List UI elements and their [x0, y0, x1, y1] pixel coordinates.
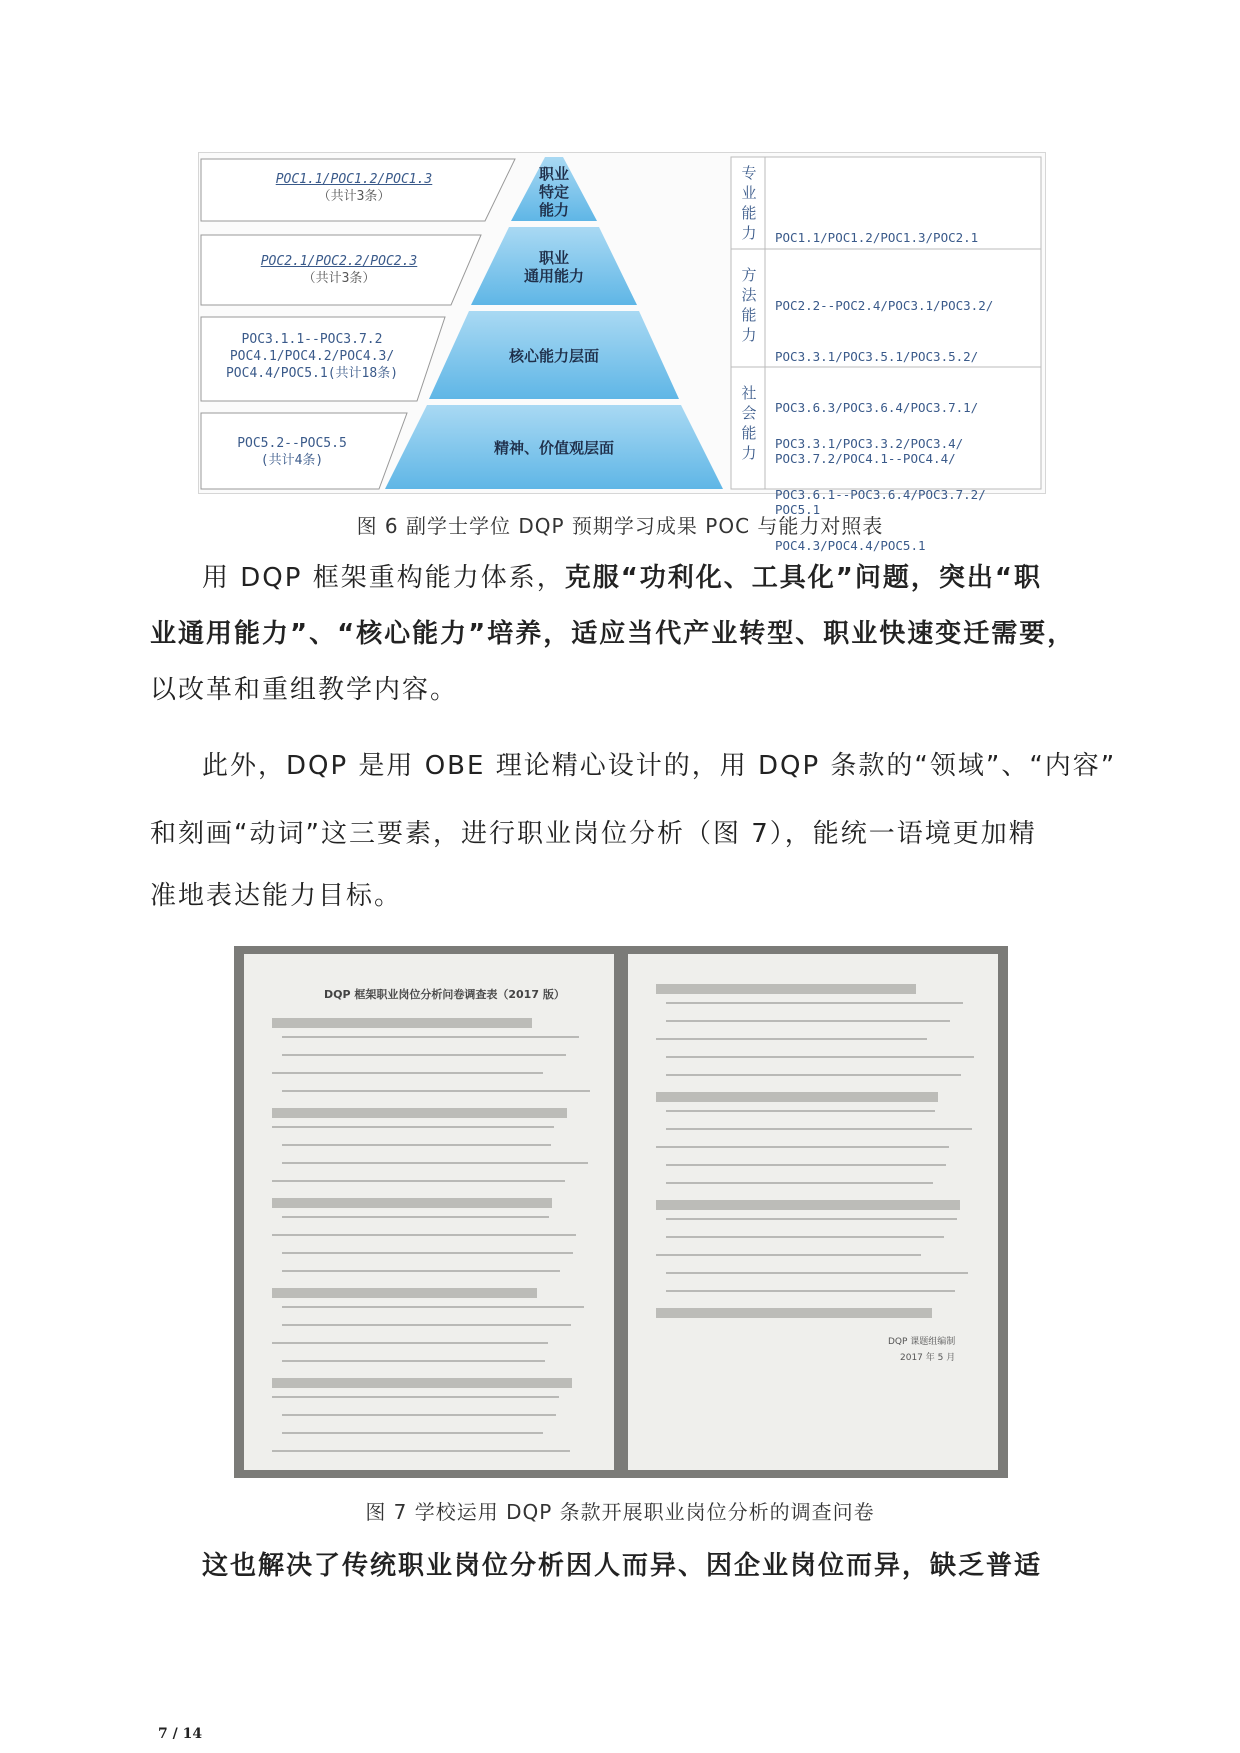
table-head-social: 社 会 能 力 [741, 384, 757, 462]
questionnaire-highlight-line [272, 1198, 552, 1208]
page-number: 7 / 14 [158, 1726, 203, 1742]
questionnaire-text-line [666, 1056, 974, 1058]
pyramid-label-4: 精神、价值观层面 [493, 439, 614, 457]
questionnaire-text-line [666, 1164, 946, 1166]
questionnaire-text-line [282, 1036, 579, 1038]
poc-label-4: POC5.2--POC5.5 (共计4条) [237, 436, 347, 468]
figure-7-photo [234, 946, 1008, 1478]
pyramid-label-2: 职业 通用能力 [523, 249, 584, 285]
questionnaire-text-line [666, 1272, 968, 1274]
questionnaire-text-line [282, 1054, 566, 1056]
questionnaire-highlight-line [656, 984, 916, 994]
questionnaire-title: DQP 框架职业岗位分析问卷调查表（2017 版） [324, 988, 565, 1001]
questionnaire-text-line [666, 1020, 950, 1022]
pyramid-label-1: 职业 特定 能力 [538, 165, 569, 219]
paragraph-2-line-2: 和刻画“动词”这三要素，进行职业岗位分析（图 7），能统一语境更加精 [150, 819, 1037, 849]
poc-label-2: POC2.1/POC2.2/POC2.3 （共计3条） [260, 254, 418, 286]
questionnaire-text-line [666, 1218, 957, 1220]
paragraph-1-line-2: 业通用能力”、“核心能力”培养，适应当代产业转型、职业快速变迁需要， [150, 619, 1076, 649]
questionnaire-page-right [628, 954, 998, 1470]
pyramid-label-3: 核心能力层面 [508, 347, 599, 365]
questionnaire-text-line [666, 1110, 935, 1112]
figure-7-caption: 图 7 学校运用 DQP 条款开展职业岗位分析的调查问卷 [365, 1500, 875, 1524]
table-cell-method: POC2.2--POC2.4/POC3.1/POC3.2/ POC3.3.1/POC3.5.1/POC3.5.2/ POC3.6.3/POC3.6.4/POC3.7.1/ POC3.7.2/POC4.1--POC4.4/ POC5.1 [775, 298, 994, 517]
questionnaire-text-line [666, 1002, 963, 1004]
questionnaire-text-line [282, 1162, 588, 1164]
questionnaire-text-line [282, 1090, 590, 1092]
questionnaire-text-line [656, 1146, 949, 1148]
questionnaire-highlight-line [656, 1200, 960, 1210]
questionnaire-text-line [656, 1254, 921, 1256]
table-cell-social: POC3.3.1/POC3.3.2/POC3.4/ POC3.6.1--POC3.6.4/POC3.7.2/ POC4.3/POC4.4/POC5.1 [775, 436, 986, 553]
questionnaire-text-line [666, 1236, 944, 1238]
questionnaire-text-line [282, 1360, 545, 1362]
questionnaire-text-line [666, 1290, 955, 1292]
questionnaire-text-line [272, 1396, 559, 1398]
poc-label-1: POC1.1/POC1.2/POC1.3 （共计3条） [275, 172, 433, 204]
questionnaire-text-line [282, 1432, 543, 1434]
paragraph-2-line-1: 此外，DQP 是用 OBE 理论精心设计的，用 DQP 条款的“领域”、“内容” [202, 751, 1117, 781]
figure-6-caption: 图 6 副学士学位 DQP 预期学习成果 POC 与能力对照表 [356, 514, 884, 538]
questionnaire-text-line [282, 1270, 560, 1272]
questionnaire-text-line [272, 1126, 554, 1128]
poc-label-3: POC3.1.1--POC3.7.2 POC4.1/POC4.2/POC4.3/ POC4.4/POC5.1(共计18条) [225, 332, 399, 381]
questionnaire-highlight-line [272, 1288, 537, 1298]
questionnaire-text-line [666, 1182, 933, 1184]
questionnaire-text-line [272, 1450, 570, 1452]
questionnaire-text-line [272, 1234, 576, 1236]
questionnaire-page-left [244, 954, 614, 1470]
paragraph-1-line-1: 用 DQP 框架重构能力体系，克服“功利化、工具化”问题，突出“职 [202, 563, 1042, 593]
questionnaire-highlight-line [272, 1018, 532, 1028]
questionnaire-highlight-line [656, 1092, 938, 1102]
paragraph-2-line-3: 准地表达能力目标。 [150, 881, 403, 911]
questionnaire-text-line [282, 1144, 551, 1146]
questionnaire-sign-org: DQP 课题组编制 [888, 1337, 956, 1347]
paragraph-1-line-3: 以改革和重组教学内容。 [150, 675, 459, 705]
questionnaire-text-line [272, 1072, 543, 1074]
table-head-professional: 专 业 能 力 [741, 164, 757, 242]
paragraph-3-line-1: 这也解决了传统职业岗位分析因人而异、因企业岗位而异，缺乏普适 [202, 1551, 1043, 1581]
questionnaire-text-line [282, 1252, 573, 1254]
questionnaire-text-line [272, 1180, 565, 1182]
questionnaire-text-line [666, 1074, 961, 1076]
questionnaire-highlight-line [272, 1108, 567, 1118]
questionnaire-highlight-line [272, 1378, 572, 1388]
questionnaire-text-line [282, 1414, 556, 1416]
questionnaire-sign-date: 2017 年 5 月 [900, 1353, 956, 1363]
table-head-method: 方 法 能 力 [741, 266, 757, 344]
table-cell-professional: POC1.1/POC1.2/POC1.3/POC2.1 [775, 230, 979, 245]
questionnaire-text-line [272, 1342, 548, 1344]
questionnaire-text-line [282, 1216, 549, 1218]
questionnaire-text-line [282, 1306, 584, 1308]
questionnaire-highlight-line [656, 1308, 932, 1318]
questionnaire-text-line [282, 1324, 571, 1326]
questionnaire-text-line [656, 1038, 927, 1040]
questionnaire-text-line [666, 1128, 972, 1130]
